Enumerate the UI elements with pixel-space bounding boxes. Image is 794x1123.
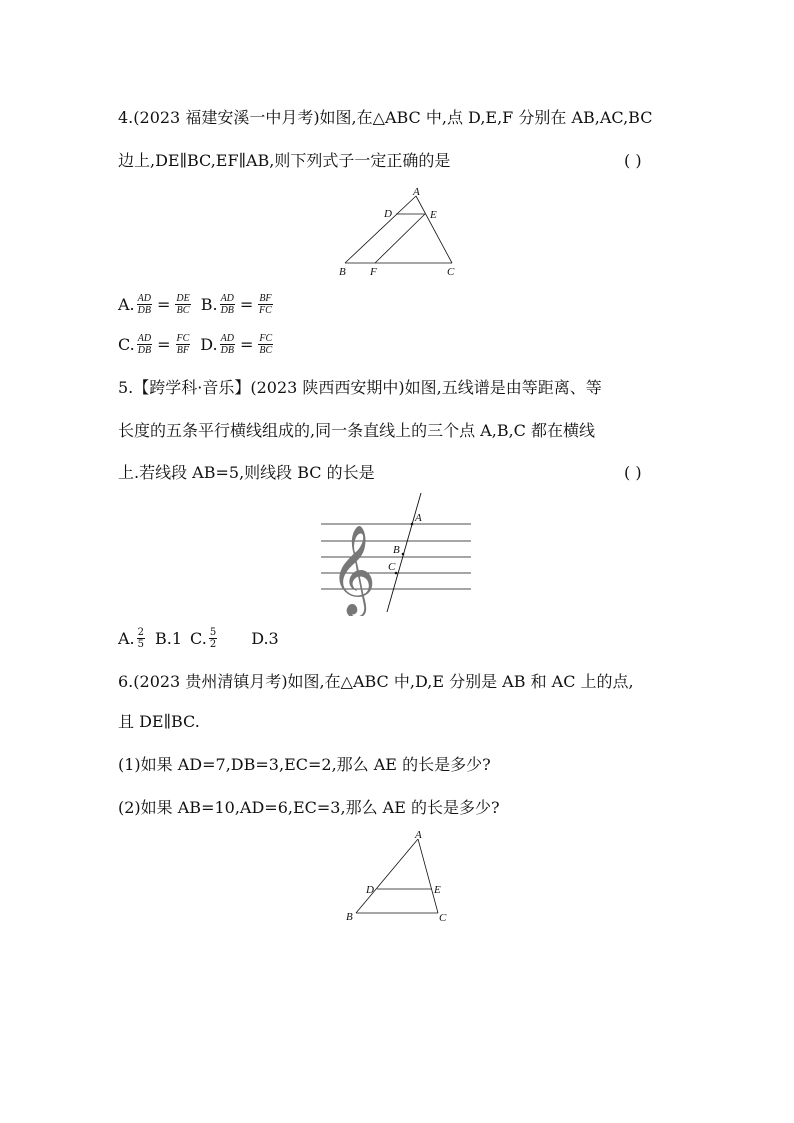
- q6-label-c: C: [439, 912, 447, 924]
- q6-triangle-figure: [338, 826, 458, 926]
- q5-staff-figure: [316, 490, 476, 616]
- q4-label-d: D: [384, 208, 392, 220]
- q4-label-b: B: [339, 266, 346, 278]
- q4-stem-line2: 边上,DE∥BC,EF∥AB,则下列式子一定正确的是: [118, 151, 451, 170]
- q5-label-c: C: [388, 561, 396, 573]
- q5-stem-line3: 上.若线段 AB=5,则线段 BC 的长是: [118, 463, 375, 482]
- treble-clef-icon: 𝄞: [330, 526, 377, 613]
- q5-option-b[interactable]: B.1: [155, 628, 183, 648]
- q5-stem-line1: 5.【跨学科·音乐】(2023 陕西西安期中)如图,五线谱是由等距离、等: [118, 378, 602, 397]
- q4-option-c[interactable]: C. $\frac{AD}{DB}$ = $\frac{FC}{BF}$: [118, 332, 190, 356]
- q4-label-c: C: [447, 266, 455, 278]
- q5-answer-paren: ( ): [624, 463, 642, 482]
- q4-option-a[interactable]: A. $\frac{AD}{DB}$ = $\frac{DE}{BC}$: [118, 292, 190, 316]
- q6-subquestion-1: (1)如果 AD=7,DB=3,EC=2,那么 AE 的长是多少?: [118, 755, 491, 774]
- q5-option-c[interactable]: C. $\frac{5}{2}$: [190, 626, 217, 650]
- q5-stem-line2: 长度的五条平行横线组成的,同一条直线上的三个点 A,B,C 都在横线: [118, 421, 595, 440]
- q4-options-row1: [118, 289, 275, 319]
- q6-label-a: A: [415, 829, 422, 841]
- q6-label-b: B: [346, 911, 353, 923]
- q5-label-b: B: [393, 544, 400, 556]
- q6-stem-line2: 且 DE∥BC.: [118, 712, 200, 731]
- q6-stem-line1: 6.(2023 贵州清镇月考)如图,在△ABC 中,D,E 分别是 AB 和 AC 上的点,: [118, 672, 634, 691]
- q6-subquestion-2: (2)如果 AB=10,AD=6,EC=3,那么 AE 的长是多少?: [118, 798, 500, 817]
- q5-option-d[interactable]: D.3: [251, 628, 279, 648]
- q5-label-a: A: [415, 512, 422, 524]
- q4-stem-line1: 4.(2023 福建安溪一中月考)如图,在△ABC 中,点 D,E,F 分别在 AB,AC,BC: [118, 108, 653, 127]
- q5-options-row: [118, 623, 279, 653]
- q4-option-d[interactable]: D. $\frac{AD}{DB}$ = $\frac{FC}{BC}$: [200, 332, 273, 356]
- q4-answer-paren: ( ): [624, 151, 642, 170]
- q5-option-a[interactable]: A. $\frac{2}{5}$: [118, 626, 145, 650]
- q6-label-e: E: [434, 884, 441, 896]
- q4-label-f: F: [370, 266, 377, 278]
- q4-options-row2: [118, 329, 275, 359]
- q4-label-e: E: [430, 209, 437, 221]
- q4-label-a: A: [413, 186, 420, 198]
- q4-triangle-figure: [330, 184, 470, 280]
- q4-option-b[interactable]: B. $\frac{AD}{DB}$ = $\frac{BF}{FC}$: [200, 292, 272, 316]
- q6-label-d: D: [366, 884, 374, 896]
